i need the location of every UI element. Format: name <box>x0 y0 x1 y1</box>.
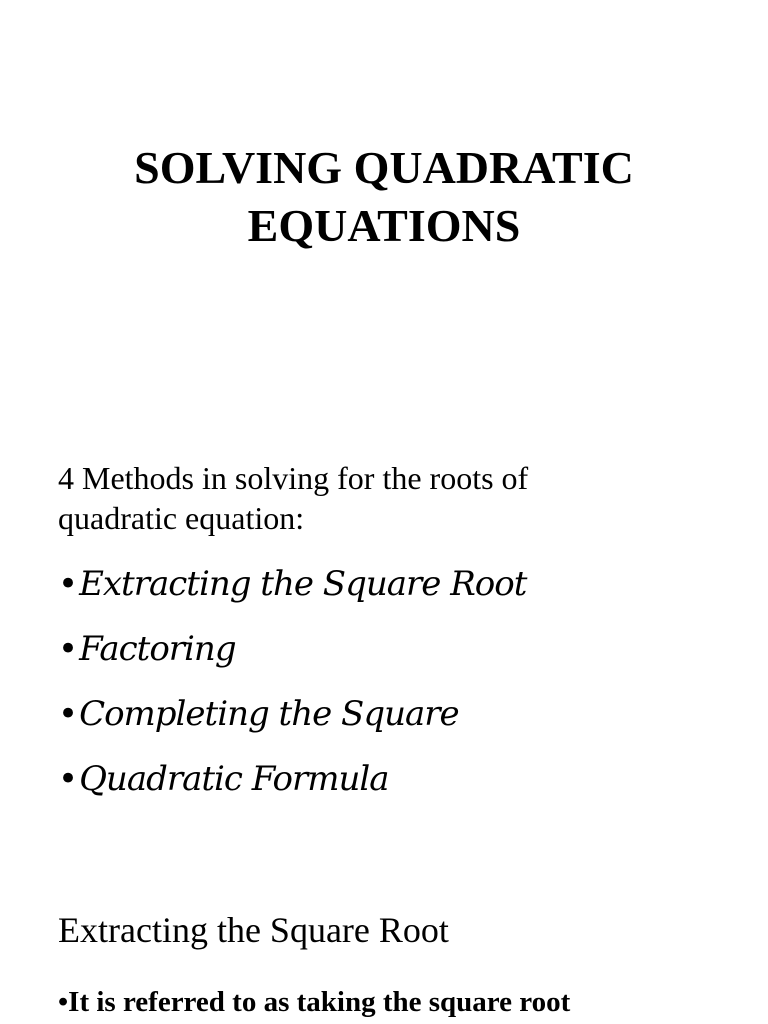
bullet-icon: • <box>58 629 78 669</box>
bullet-icon: • <box>58 759 78 799</box>
method-label: Extracting the Square Root <box>79 564 527 604</box>
method-label: Quadratic Formula <box>79 759 389 799</box>
bullet-icon: • <box>58 694 78 734</box>
page-title <box>0 139 768 255</box>
section-bullet-text: It is referred to as taking the square root <box>68 986 571 1018</box>
method-label: Completing the Square <box>79 694 459 734</box>
intro-text <box>58 458 738 538</box>
method-item-formula <box>58 751 526 816</box>
intro-line-1: 4 Methods in solving for the roots of <box>58 460 529 496</box>
method-item-completing <box>58 686 526 751</box>
method-label: Factoring <box>79 629 236 669</box>
section-heading: Extracting the Square Root <box>58 910 449 950</box>
intro-line-2: quadratic equation: <box>58 500 305 536</box>
bullet-icon: • <box>58 564 78 604</box>
section-bullet-item <box>58 982 570 1022</box>
methods-list <box>58 556 526 816</box>
method-item-factoring <box>58 621 526 686</box>
bullet-icon: • <box>58 986 69 1018</box>
title-line-2: EQUATIONS <box>247 199 521 251</box>
method-item-extracting <box>58 556 526 621</box>
title-line-1: SOLVING QUADRATIC <box>134 141 634 193</box>
